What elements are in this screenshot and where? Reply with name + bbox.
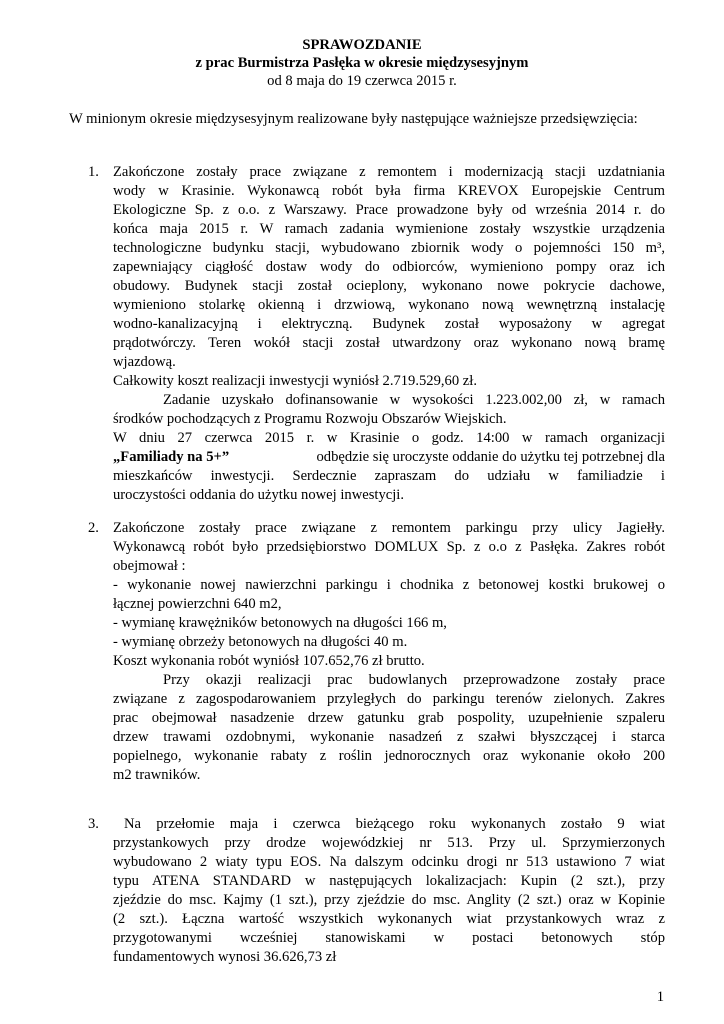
- item-2-line: związane z zagospodarowaniem przyległych do parkingu terenów zielonych. Zakres: [113, 691, 665, 707]
- item-1-line: uroczystości oddania do użytku nowej inwestycji.: [113, 487, 404, 503]
- item-1-line: wymieniono stolarkę okienną i drzwiową, wykonano nową wewnętrzną instalację: [113, 297, 665, 313]
- item-3-line: wybudowano 2 wiaty typu EOS. Na dalszym odcinku drogi nr 513 ustawiono 7 wiat: [113, 854, 665, 870]
- item-2-line: prac obejmował nasadzenie drzew gatunku grab pospolity, uzupełnienie szpaleru: [113, 710, 665, 726]
- item-1-line: Ekologiczne Sp. z o.o. z Warszawy. Prace prowadzone były od września 2014 r. do: [113, 202, 665, 218]
- item-2-line: Przy okazji realizacji prac budowlanych przeprowadzone zostały prace: [163, 672, 665, 688]
- item-2-line: - wymianę krawężników betonowych na długości 166 m,: [113, 615, 447, 631]
- intro-paragraph: W minionym okresie międzysesyjnym realizowane były następujące ważniejsze przedsięwzięcia:: [69, 111, 638, 127]
- item-1-line: Zakończone zostały prace związane z remontem i modernizacją stacji uzdatniania: [113, 164, 665, 180]
- item-1-line: środków pochodzących z Programu Rozwoju Obszarów Wiejskich.: [113, 411, 507, 427]
- item-2-line: łącznej powierzchni 640 m2,: [113, 596, 282, 612]
- report-subtitle: z prac Burmistrza Pasłęka w okresie międzysesyjnym: [195, 55, 529, 71]
- item-2-line: Zakończone zostały prace związane z remontem parkingu przy ulicy Jagiełły.: [113, 520, 665, 536]
- item-1-cost: Całkowity koszt realizacji inwestycji wyniósł 2.719.529,60 zł.: [113, 373, 477, 389]
- item-3-line: typu ATENA STANDARD w następujących lokalizacjach: Kupin (2 szt.), przy: [113, 873, 665, 889]
- item-1-line: wodno-kanalizacyjną i elektryczną. Budynek został wyposażony w agregat: [113, 316, 665, 332]
- item-1-line: Zadanie uzyskało dofinansowanie w wysokości 1.223.002,00 zł, w ramach: [163, 392, 665, 408]
- item-2-line: Wykonawcą robót było przedsiębiorstwo DOMLUX Sp. z o.o z Pasłęka. Zakres robót: [113, 539, 665, 555]
- item-3-number: 3.: [88, 816, 99, 832]
- item-1-line: prądotwórczy. Teren wokół stacji został utwardzony oraz wykonano nową bramę: [113, 335, 665, 351]
- item-1-line: wjazdową.: [113, 354, 176, 370]
- event-name: „Familiady na 5+”: [113, 449, 230, 465]
- page-number: 1: [656, 989, 664, 1005]
- item-3-line: (2 szt.). Łączna wartość wszystkich wykonanych wiat przystankowych wraz z: [113, 911, 665, 927]
- item-1-line: końca maja 2015 r. W ramach zadania wymienione zostały wszystkie urządzenia: [113, 221, 665, 237]
- item-1-line: odbędzie się uroczyste oddanie do użytku tej potrzebnej dla: [316, 449, 665, 465]
- item-3-cost: fundamentowych wynosi 36.626,73 zł: [113, 949, 337, 965]
- item-2-line: m2 trawników.: [113, 767, 201, 783]
- item-1-line: technologiczne budynku stacji, wybudowano zbiornik wody o pojemności 150 m³,: [113, 240, 665, 256]
- item-3-line: przygotowanymi wcześniej stanowiskami w postaci betonowych stóp: [113, 930, 665, 946]
- item-1-event-line: [113, 448, 665, 467]
- item-3-line: przystankowych przy drodze wojewódzkiej nr 513. Przy ul. Sprzymierzonych: [113, 835, 665, 851]
- item-3-line: zjeździe do msc. Kajmy (1 szt.), przy zjeździe do msc. Anglity (2 szt.) oraz w Kopinie: [113, 892, 665, 908]
- report-title: SPRAWOZDANIE: [302, 37, 422, 53]
- item-1-line: wody w Krasinie. Wykonawcą robót była firma KREVOX Europejskie Centrum: [113, 183, 665, 199]
- item-1-line: obudowy. Budynek stacji został ocieplony, wykonano nowe pokrycie dachowe,: [113, 278, 665, 294]
- item-1-line: zapewniający ciągłość dostaw wody do odbiorców, wymieniono pompy oraz ich: [113, 259, 665, 275]
- item-3-line: Na przełomie maja i czerwca bieżącego roku wykonanych zostało 9 wiat: [124, 816, 665, 832]
- report-period: od 8 maja do 19 czerwca 2015 r.: [267, 73, 457, 89]
- item-2-line: obejmował :: [113, 558, 186, 574]
- item-2-number: 2.: [88, 520, 99, 536]
- item-2-cost: Koszt wykonania robót wyniósł 107.652,76 zł brutto.: [113, 653, 425, 669]
- item-2-line: - wykonanie nowej nawierzchni parkingu i chodnika z betonowej kostki brukowej o: [113, 577, 665, 593]
- item-1-line: W dniu 27 czerwca 2015 r. w Krasinie o godz. 14:00 w ramach organizacji: [113, 430, 665, 446]
- item-1-line: mieszkańców inwestycji. Serdecznie zapraszam do udziału w familiadzie i: [113, 468, 665, 484]
- report-header: [0, 36, 724, 90]
- item-2-line: - wymianę obrzeży betonowych na długości 40 m.: [113, 634, 408, 650]
- item-1-number: 1.: [88, 164, 99, 180]
- item-2-line: popielnego, wykonanie rabaty z roślin jednorocznych oraz wykonanie około 200: [113, 748, 665, 764]
- item-2-line: drzew trawami ozdobnymi, wykonanie nasadzeń z szałwi błyszczącej i starca: [113, 729, 665, 745]
